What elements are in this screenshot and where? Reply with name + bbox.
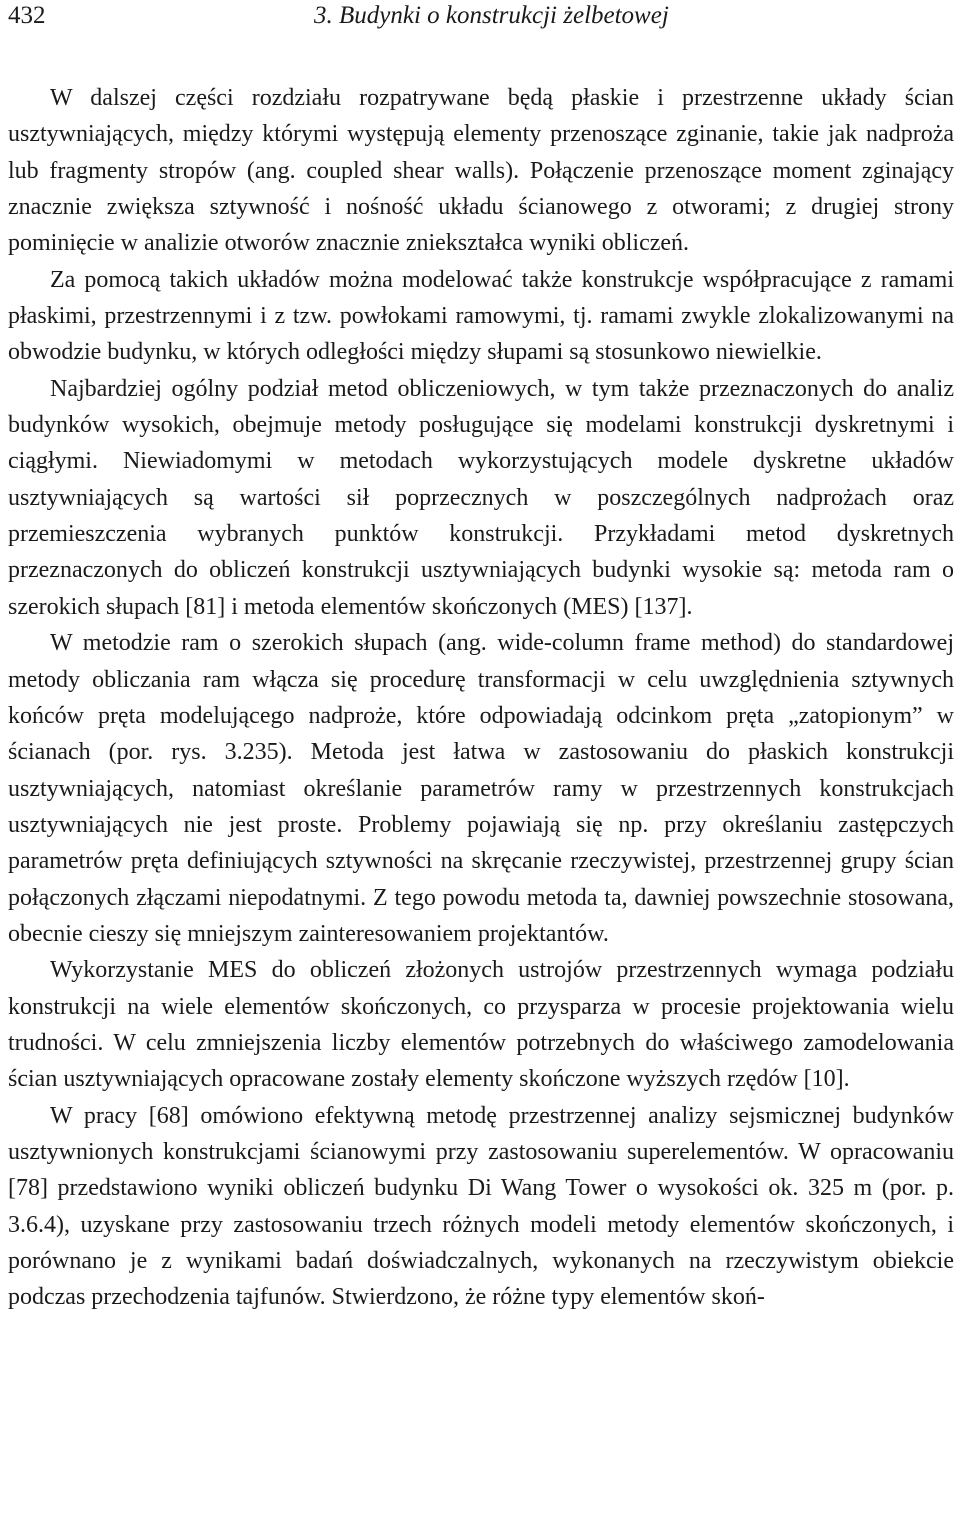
running-header xyxy=(8,0,954,40)
paragraph: Za pomocą takich układów można modelować także konstrukcje współpracujące z ramami płaskimi, przestrzennymi i z tzw. powłokami ramowymi, tj. ramami zwykle zlokalizowanymi na obwodzie budynku, w których odległości między słupami są stosunkowo niewielkie. xyxy=(8,266,954,366)
page-number: 432 xyxy=(8,2,46,29)
document-page xyxy=(8,0,954,1316)
running-title: 3. Budynki o konstrukcji żelbetowej xyxy=(314,2,669,29)
paragraph: Najbardziej ogólny podział metod obliczeniowych, w tym także przeznaczonych do analiz budynków wysokich, obejmuje metody posługujące się modelami konstrukcji dyskretnymi i ciągłymi. Niewiadomymi w metodach wykorzystujących modele dyskretne układów usztywniających są wartości sił poprzecznych w poszczególnych nadprożach oraz przemieszczenia wybranych punktów konstrukcji. Przykładami metod dyskretnych przeznaczonych do obliczeń konstrukcji usztywniających budynki wysokie są: metoda ram o szerokich słupach [81] i metoda elementów skończonych (MES) [137]. xyxy=(8,375,954,620)
paragraph: W metodzie ram o szerokich słupach (ang. wide-column frame method) do standardowej metody obliczania ram włącza się procedurę transformacji w celu uwzględnienia sztywnych końców pręta modelującego nadproże, które odpowiadają odcinkom pręta „zatopionym” w ścianach (por. rys. 3.235). Metoda jest łatwa w zastosowaniu do płaskich konstrukcji usztywniających, natomiast określanie parametrów ramy w przestrzennych konstrukcjach usztywniających nie jest proste. Problemy pojawiają się np. przy określaniu zastępczych parametrów pręta definiujących sztywności na skręcanie rzeczywistej, przestrzennej grupy ścian połączonych złączami niepodatnymi. Z tego powodu metoda ta, dawniej powszechnie stosowana, obecnie cieszy się mniejszym zainteresowaniem projektantów. xyxy=(8,630,954,947)
paragraph: Wykorzystanie MES do obliczeń złożonych ustrojów przestrzennych wymaga podziału konstrukcji na wiele elementów skończonych, co przysparza w procesie projektowania wielu trudności. W celu zmniejszenia liczby elementów potrzebnych do właściwego zamodelowania ścian usztywniających opracowane zostały elementy skończone wyższych rzędów [10]. xyxy=(8,957,954,1093)
paragraph: W dalszej części rozdziału rozpatrywane będą płaskie i przestrzenne układy ścian usztywniających, między którymi występują elementy przenoszące zginanie, takie jak nadproża lub fragmenty stropów (ang. coupled shear walls). Połączenie przenoszące moment zginający znacznie zwiększa sztywność i nośność układu ścianowego z otworami; z drugiej strony pominięcie w analizie otworów znacznie zniekształca wyniki obliczeń. xyxy=(8,85,954,257)
body-text xyxy=(8,80,954,1316)
paragraph: W pracy [68] omówiono efektywną metodę przestrzennej analizy sejsmicznej budynków usztywnionych konstrukcjami ścianowymi przy zastosowaniu superelementów. W opracowaniu [78] przedstawiono wyniki obliczeń budynku Di Wang Tower o wysokości ok. 325 m (por. p. 3.6.4), uzyskane przy zastosowaniu trzech różnych modeli metody elementów skończonych, i porównano je z wynikami badań doświadczalnych, wykonanych na rzeczywistym obiekcie podczas przechodzenia tajfunów. Stwierdzono, że różne typy elementów skoń- xyxy=(8,1102,954,1311)
